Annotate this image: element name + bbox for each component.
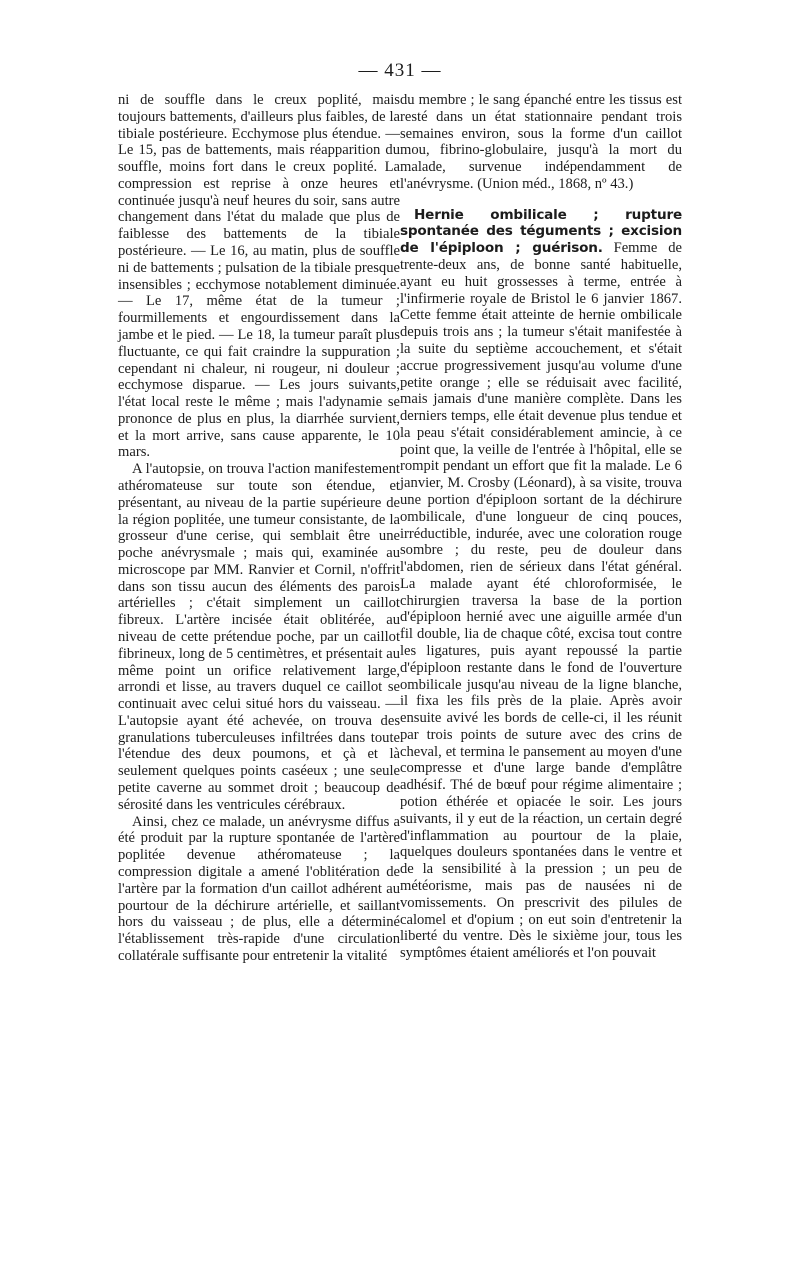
section-gap: [400, 193, 682, 207]
section-paragraph: [400, 207, 682, 962]
left-column: [118, 92, 400, 965]
section-body: Femme de trente-deux ans, de bonne santé habituelle, ayant eu huit grossesses à terme, entrée à l'infirmerie royale de Bristol le 6 janvier 1867. Cette femme était atteinte de hernie ombilicale depuis trois ans ; la tumeur s'était manifestée à la suite du septième accouchement, et s'était accrue progressivement jusqu'au volume d'une petite orange ; elle se réduisait avec facilité, mais jamais d'une manière complète. Dans les derniers temps, elle était devenue plus tendue et la peau s'était considérablement amincie, à ce point que, la veille de l'entrée à l'hôpital, elle se rompit pendant un effort que fit la malade. Le 6 janvier, M. Crosby (Léonard), à sa visite, trouva une portion d'épiploon sortant de la déchirure ombilicale, d'une longueur de cinq pouces, irréductible, indurée, avec une coloration rouge sombre ; du reste, peu de douleur dans l'abdomen, rien de sérieux dans l'état général. La malade ayant été chloroformisée, le chirurgien traversa la base de la portion d'épiploon hernié avec une aiguille armée d'un fil double, lia de chaque côté, excisa tout contre les ligatures, puis ayant repoussé la partie d'épiploon restante dans le fond de l'ouverture ombilicale jusqu'au niveau de la ligne blanche, il fixa les fils près de la plaie. Après avoir ensuite avivé les bords de celle-ci, il les réunit par trois points de suture avec des crins de cheval, et termina le pansement au moyen d'une compresse et d'une large bande d'emplâtre adhésif. Thé de bœuf pour régime alimentaire ; potion éthérée et opiacée le soir. Les jours suivants, il y eut de la réaction, un certain degré d'inflammation au pourtour de la plaie, quelques douleurs spontanées dans le ventre et de la sensibilité à la pression ; un peu de météorisme, mais pas de nausées ni de vomissements. On prescrivit des pilules de calomel et d'opium ; on eut soin d'entretenir la liberté du ventre. Dès le sixième jour, tous les symptômes étaient améliorés et l'on pouvait: [400, 240, 682, 962]
paragraph: A l'autopsie, on trouva l'action manifestement athéromateuse sur toute son étendue, et présentant, au niveau de la partie supérieure de la région poplitée, une tumeur consistante, de la grosseur d'une cerise, qui semblait être une poche anévrysmale ; mais qui, examinée au microscope par MM. Ranvier et Cornil, n'offrit dans son tissu aucun des éléments des parois artérielles ; c'était simplement un caillot fibreux. L'artère incisée était oblitérée, au niveau de cette prétendue poche, par un caillot fibrineux, long de 5 centimètres, et présentait au même point un orifice relativement large, arrondi et lisse, au travers duquel ce caillot se continuait avec celui situé hors du vaisseau. — L'autopsie ayant été achevée, on trouva des granulations tuberculeuses infiltrées dans toute l'étendue des deux poumons, et çà et là seulement quelques points caséeux ; une seule petite caverne au sommet droit ; beaucoup de sérosité dans les ventricules cérébraux.: [118, 461, 400, 813]
page-number: — 431 —: [358, 60, 442, 81]
right-column: [400, 92, 682, 962]
section-heading: Hernie ombilicale ; rupture spontanée des téguments ; excision de l'épiploon ; guérison.: [400, 206, 682, 257]
paragraph: du membre ; le sang épanché entre les tissus est resté dans un état stationnaire pendant trois semaines environ, sous la forme d'un caillot mou, fibrino-globulaire, jusqu'à la mort du malade, survenue indépendamment de l'anévrysme. (Union méd., 1868, nº 43.): [400, 92, 682, 192]
paragraph: ni de souffle dans le creux poplité, mais toujours battements, d'ailleurs plus faibles, de la tibiale postérieure. Ecchymose plus étendue. — Le 15, pas de battements, mais réapparition du souffle, moins fort dans le creux poplité. La compression est reprise à onze heures et continuée jusqu'à neuf heures du soir, sans autre changement dans l'état du malade que plus de faiblesse des battements de la tibiale postérieure. — Le 16, au matin, plus de souffle ni de battements ; pulsation de la tibiale presque insensibles ; ecchymose notablement diminuée. — Le 17, même état de la tumeur ; fourmillements et engourdissement dans la jambe et le pied. — Le 18, la tumeur paraît plus fluctuante, ce qui fait craindre la suppuration ; cependant ni chaleur, ni rougeur, ni douleur ; ecchymose disparue. — Les jours suivants, l'état local reste le même ; mais l'adynamie se prononce de plus en plus, la diarrhée survient, et la mort arrive, sans cause apparente, le 10 mars.: [118, 92, 400, 461]
paragraph: Ainsi, chez ce malade, un anévrysme diffus a été produit par la rupture spontanée de l'artère poplitée devenue athéromateuse ; la compression digitale a amené l'oblitération de l'artère par la formation d'un caillot adhérent au pourtour de la déchirure artérielle, et saillant hors du vaisseau ; de plus, elle a déterminé l'établissement très-rapide d'une circulation collatérale suffisante pour entretenir la vitalité: [118, 813, 400, 964]
